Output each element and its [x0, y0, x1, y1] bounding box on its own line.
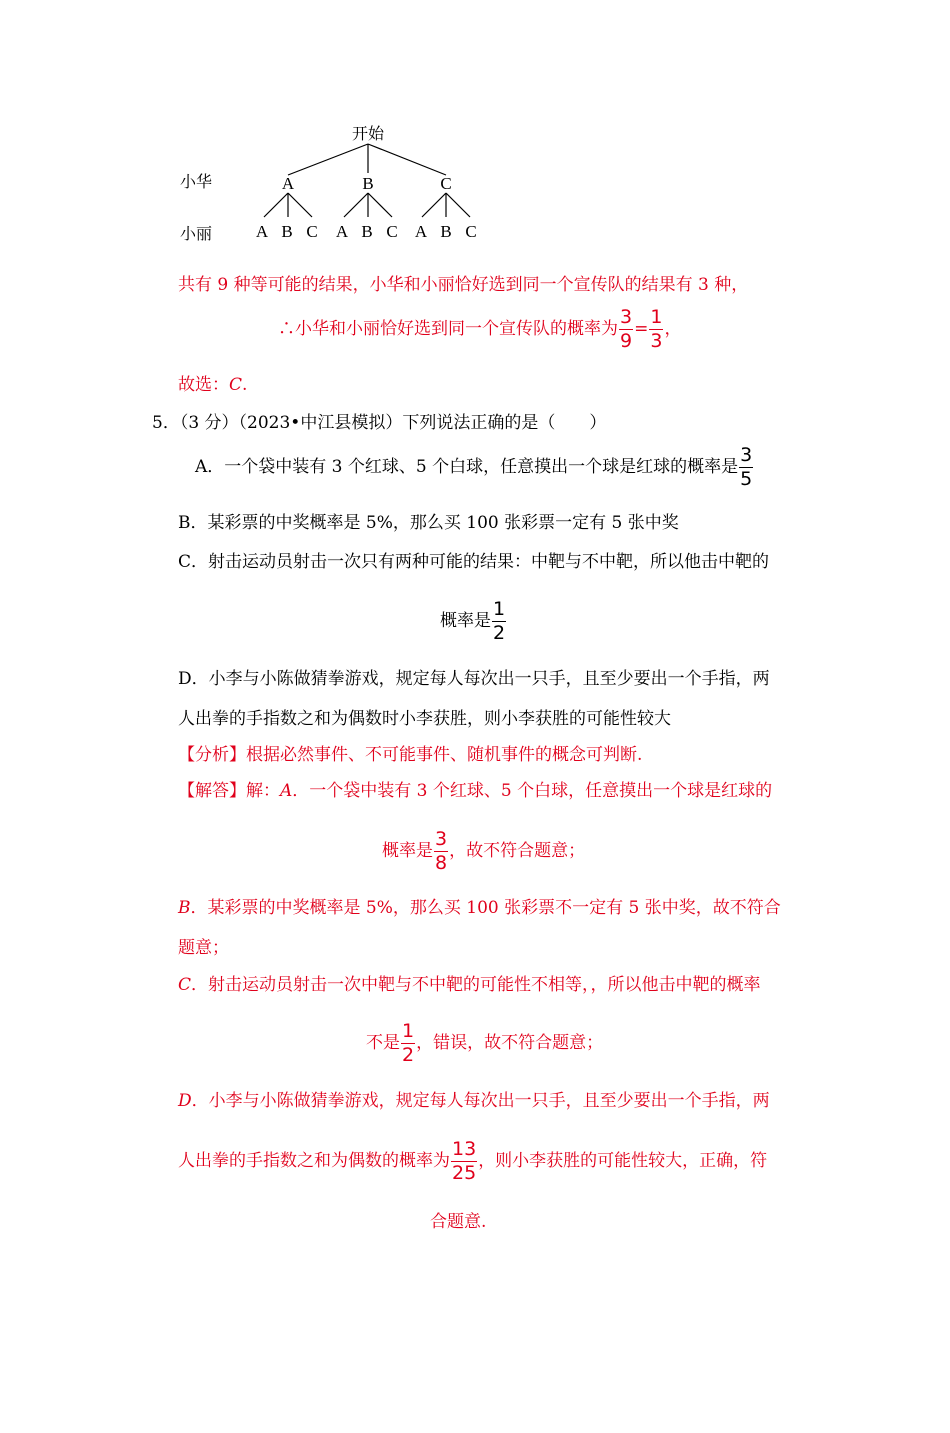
- question-text: （3 分）（2023•中江县模拟）下列说法正确的是（ ）: [179, 413, 607, 433]
- fraction-numerator: 1: [493, 598, 506, 620]
- fraction-numerator: 13: [452, 1138, 477, 1160]
- tree-leaf: A: [335, 222, 349, 241]
- tree-leaf: A: [414, 222, 428, 241]
- tree-leaf: C: [465, 222, 477, 241]
- tree-edge-root-a: [288, 144, 368, 175]
- solution-d-line2-prefix: 人出拳的手指数之和为偶数的概率为: [178, 1151, 450, 1171]
- tree-diagram: [170, 115, 500, 250]
- answer-letter: C: [229, 375, 243, 395]
- fraction-denominator: 8: [435, 852, 448, 874]
- fraction-denominator: 25: [452, 1162, 477, 1184]
- fraction-1-2: [492, 600, 506, 643]
- fraction-3-9: [619, 308, 633, 351]
- option-c-line1: C．射击运动员射击一次只有两种可能的结果：中靶与不中靶，所以他击中靶的: [178, 552, 770, 572]
- fraction-3-8: [434, 830, 448, 873]
- fraction-3-5: [739, 446, 753, 489]
- tree-row1-label: 小华: [180, 172, 213, 191]
- question5-stem: [152, 408, 606, 433]
- solution4-line2: [278, 308, 681, 351]
- solution5-d-line1: [178, 1086, 770, 1111]
- solution-a-line2-suffix: ，故不符合题意；: [449, 841, 586, 861]
- option-a-text: A．一个袋中装有 3 个红球、5 个白球，任意摸出一个球是红球的概率是: [195, 457, 739, 477]
- fraction-denominator: 9: [620, 330, 633, 352]
- fraction-denominator: 2: [402, 1044, 415, 1066]
- fraction-numerator: 3: [740, 444, 753, 466]
- solution-d-line2-suffix: ，则小李获胜的可能性较大，正确，符: [478, 1151, 768, 1171]
- tree-leaf: B: [281, 222, 293, 241]
- option-b: B．某彩票的中奖概率是 5%，那么买 100 张彩票一定有 5 张中奖: [178, 513, 679, 533]
- analysis-label: 【分析】: [178, 745, 246, 765]
- solution-label: 【解答】: [178, 781, 246, 801]
- fraction-denominator: 3: [650, 330, 663, 352]
- fraction-13-25: [451, 1140, 477, 1183]
- fraction-denominator: 5: [740, 468, 753, 490]
- solution5-b-line2: 题意；: [178, 938, 229, 958]
- option-d-line1: D．小李与小陈做猜拳游戏，规定每人每次出一只手，且至少要出一个手指，两: [178, 669, 770, 689]
- analysis5: [178, 740, 642, 765]
- tree-leaf: C: [306, 222, 318, 241]
- analysis-text: 根据必然事件、不可能事件、随机事件的概念可判断.: [246, 745, 643, 765]
- solution-letter-a: A: [280, 781, 293, 801]
- solution-intro: 解：: [246, 781, 280, 801]
- fraction-numerator: 3: [435, 828, 448, 850]
- tree-node-a: A: [281, 174, 295, 193]
- question-number: 5．: [152, 413, 180, 433]
- answer-suffix: .: [242, 375, 248, 395]
- solution4-line2-suffix: ，: [664, 319, 682, 339]
- option-c-line2: [440, 600, 507, 643]
- solution4-line2-prefix: ∴小华和小丽恰好选到同一个宣传队的概率为: [278, 319, 618, 339]
- tree-edges-level2: [264, 193, 470, 217]
- solution5-c-line2: [366, 1022, 603, 1065]
- solution5-a-line2: [382, 830, 585, 873]
- fraction-1-2: [401, 1022, 415, 1065]
- solution-letter-d: D: [178, 1091, 192, 1111]
- solution-letter-c: C: [178, 975, 192, 995]
- solution4-answer: [178, 370, 247, 395]
- solution4-line1: 共有 9 种等可能的结果，小华和小丽恰好选到同一个宣传队的结果有 3 种，: [178, 275, 749, 295]
- solution-c-text: ．射击运动员射击一次中靶与不中靶的可能性不相等，，所以他击中靶的概率: [191, 975, 761, 995]
- tree-edge-root-c: [368, 144, 446, 175]
- solution-c-line2-prefix: 不是: [366, 1033, 400, 1053]
- solution-c-line2-suffix: ，错误，故不符合题意；: [416, 1033, 604, 1053]
- fraction-numerator: 3: [620, 306, 633, 328]
- option-a: [195, 446, 754, 489]
- answer-prefix: 故选：: [178, 375, 229, 395]
- solution-a-text: ．一个袋中装有 3 个红球、5 个白球，任意摸出一个球是红球的: [292, 781, 773, 801]
- tree-leaf: B: [361, 222, 373, 241]
- fraction-numerator: 1: [650, 306, 663, 328]
- tree-row2-label: 小丽: [180, 224, 213, 243]
- fraction-1-3: [649, 308, 663, 351]
- solution5-b-line1: [178, 893, 781, 918]
- option-d-line2: 人出拳的手指数之和为偶数时小李获胜，则小李获胜的可能性较大: [178, 709, 671, 729]
- solution5-c-line1: [178, 970, 761, 995]
- tree-node-b: B: [362, 174, 374, 193]
- solution5-a-line1: [178, 776, 772, 801]
- option-c-line2-prefix: 概率是: [440, 611, 491, 631]
- solution-letter-b: B: [178, 898, 191, 918]
- fraction-denominator: 2: [493, 622, 506, 644]
- solution-b-text: ．某彩票的中奖概率是 5%，那么买 100 张彩票不一定有 5 张中奖，故不符合: [190, 898, 781, 918]
- tree-node-c: C: [440, 174, 452, 193]
- tree-root: 开始: [351, 124, 385, 143]
- tree-leaf: A: [255, 222, 269, 241]
- solution-d-text: ．小李与小陈做猜拳游戏，规定每人每次出一只手，且至少要出一个手指，两: [191, 1091, 770, 1111]
- tree-leaf: B: [440, 222, 452, 241]
- solution5-d-line2: [178, 1140, 767, 1183]
- fraction-numerator: 1: [402, 1020, 415, 1042]
- equals-sign: =: [634, 319, 649, 339]
- solution5-d-line3: 合题意.: [430, 1212, 487, 1232]
- tree-leaf: C: [386, 222, 398, 241]
- solution-a-line2-prefix: 概率是: [382, 841, 433, 861]
